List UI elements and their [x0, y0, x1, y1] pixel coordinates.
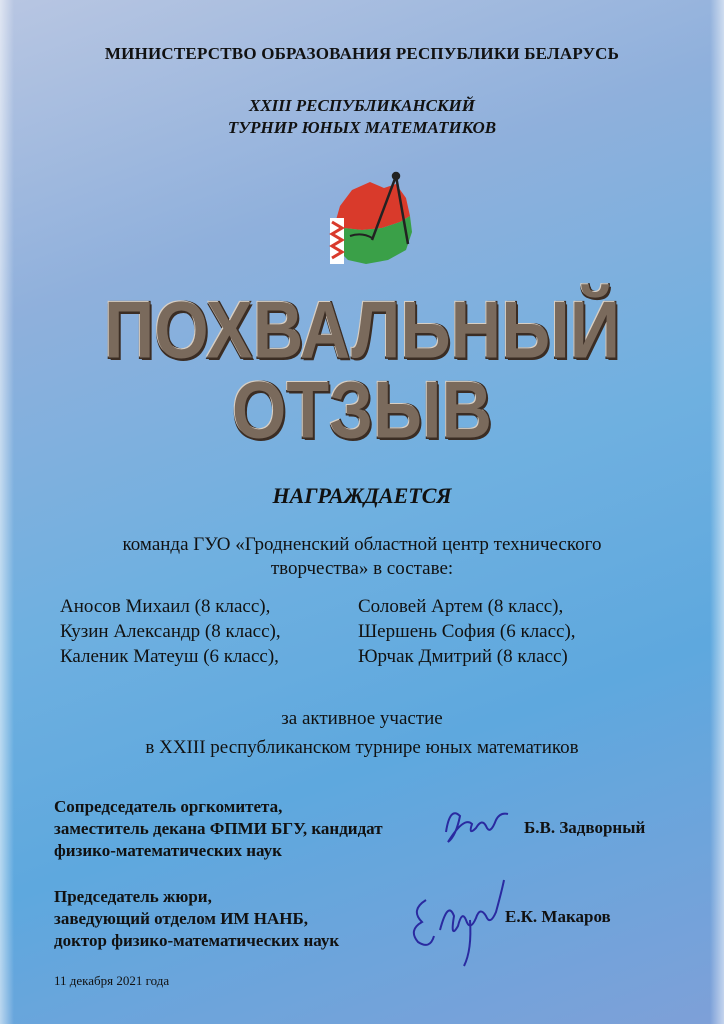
tournament-title-line2: ТУРНИР ЮНЫХ МАТЕМАТИКОВ — [227, 118, 497, 137]
member-item: Каленик Матеуш (6 класс), — [60, 646, 279, 667]
member-item: Юрчак Дмитрий (8 класс) — [358, 646, 568, 667]
paper-edge-left — [0, 0, 14, 1024]
certificate-title-line1: ПОХВАЛЬНЫЙ — [103, 285, 621, 375]
member-item: Кузин Александр (8 класс), — [60, 621, 281, 642]
awarded-heading: НАГРАЖДАЕТСЯ — [272, 483, 452, 508]
certificate-title-line2: ОТЗЫВ — [231, 365, 493, 455]
team-description-line1: команда ГУО «Гродненский областной центр технического — [122, 534, 602, 555]
signatory2-position: Председатель жюри, заведующий отделом ИМ НАНБ, доктор физико-математических наук — [54, 887, 340, 950]
tournament-title-line1: XXIII РЕСПУБЛИКАНСКИЙ — [249, 96, 475, 115]
issue-date: 11 декабря 2021 года — [54, 973, 170, 988]
reason-line1: за активное участие — [281, 708, 443, 729]
signatory1-position: Сопредседатель оргкомитета, заместитель декана ФПМИ БГУ, кандидат физико-математических наук — [54, 797, 383, 860]
signatory1-name: Б.В. Задворный — [524, 818, 646, 837]
signatory2-name: Е.К. Макаров — [505, 907, 611, 926]
belarus-map-compass-emblem — [322, 170, 422, 275]
members-right-column — [358, 594, 576, 669]
reason-line2: в XXIII республиканском турнире юных математиков — [145, 737, 579, 758]
ministry-heading: МИНИСТЕРСТВО ОБРАЗОВАНИЯ РЕСПУБЛИКИ БЕЛАРУСЬ — [104, 44, 620, 63]
member-item: Аносов Михаил (8 класс), — [60, 596, 271, 617]
members-left-column — [60, 594, 281, 669]
member-item: Шершень София (6 класс), — [358, 621, 576, 642]
team-description-line2: творчества» в составе: — [270, 558, 454, 579]
member-item: Соловей Артем (8 класс), — [358, 596, 564, 617]
signature1-handwritten — [438, 796, 518, 856]
paper-edge-right — [710, 0, 724, 1024]
